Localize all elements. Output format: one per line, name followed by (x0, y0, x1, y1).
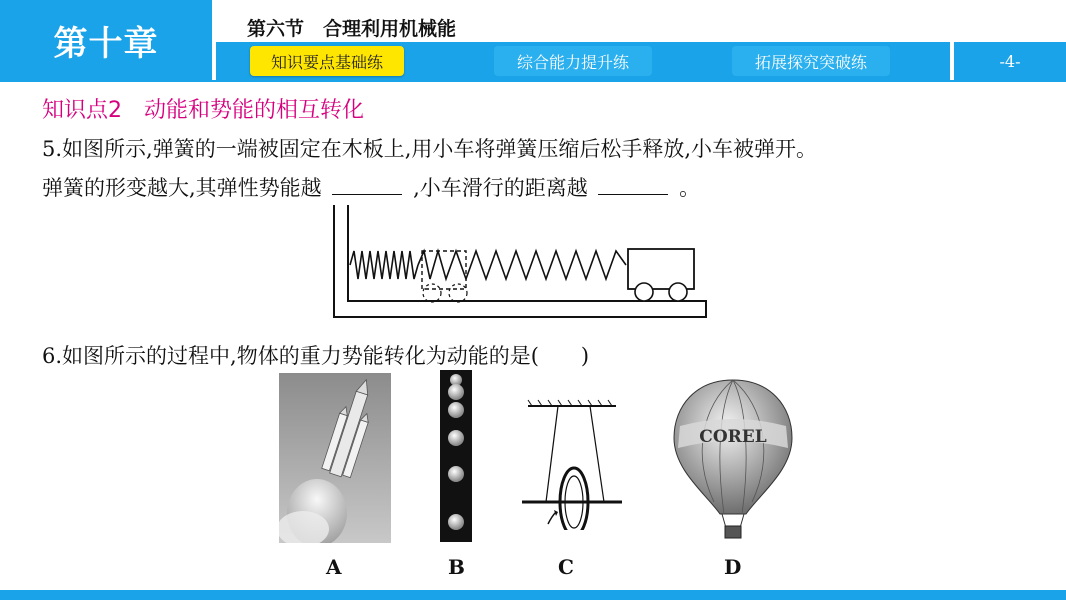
chapter-title: 第十章 (53, 23, 159, 64)
spring (418, 251, 626, 279)
cart-body (628, 249, 694, 289)
option-label-d: D (724, 555, 742, 579)
tab-label: 综合能力提升练 (516, 52, 629, 72)
page-number-label: -4- (999, 51, 1021, 71)
option-label-a: A (326, 555, 342, 579)
cart-wheel (635, 283, 653, 301)
question-5-line1: 5.如图所示,弹簧的一端被固定在木板上,用小车将弹簧压缩后松手释放,小车被弹开。 (42, 137, 818, 161)
tab-label: 拓展探究突破练 (754, 52, 867, 72)
q5-text-a: 弹簧的形变越大,其弹性势能越 (42, 176, 322, 200)
footer-bar (0, 590, 1066, 600)
rocket-image (279, 373, 391, 543)
page-number (954, 42, 1066, 80)
balloon-text: COREL (699, 427, 767, 447)
tab-label: 知识要点基础练 (270, 52, 383, 72)
tab-explore-breakthrough[interactable] (732, 46, 890, 76)
question-5-line2 (42, 172, 700, 202)
chapter-banner (0, 0, 212, 80)
tab-bar (216, 42, 950, 80)
tab-ability-improve[interactable] (494, 46, 652, 76)
section-title: 第六节 合理利用机械能 (247, 18, 457, 40)
spring-cart-figure (330, 203, 710, 321)
header-divider (0, 80, 1066, 82)
falling-ball-strobe-image (440, 370, 472, 542)
compressed-spring (350, 251, 418, 279)
tab-basic-practice[interactable] (250, 46, 404, 76)
knowledge-point-heading: 知识点2 动能和势能的相互转化 (42, 98, 364, 123)
option-label-c: C (558, 555, 574, 579)
q5-text-c: 。 (679, 176, 701, 200)
answer-blank-2[interactable] (598, 175, 668, 195)
question-6: 6.如图所示的过程中,物体的重力势能转化为动能的是( ) (42, 344, 590, 368)
q5-text-b: ,小车滑行的距离越 (413, 176, 588, 200)
maxwell-wheel-image (518, 398, 626, 530)
option-label-b: B (448, 555, 465, 579)
hot-air-balloon-image (672, 376, 794, 542)
answer-blank-1[interactable] (332, 175, 402, 195)
cart-wheel (669, 283, 687, 301)
